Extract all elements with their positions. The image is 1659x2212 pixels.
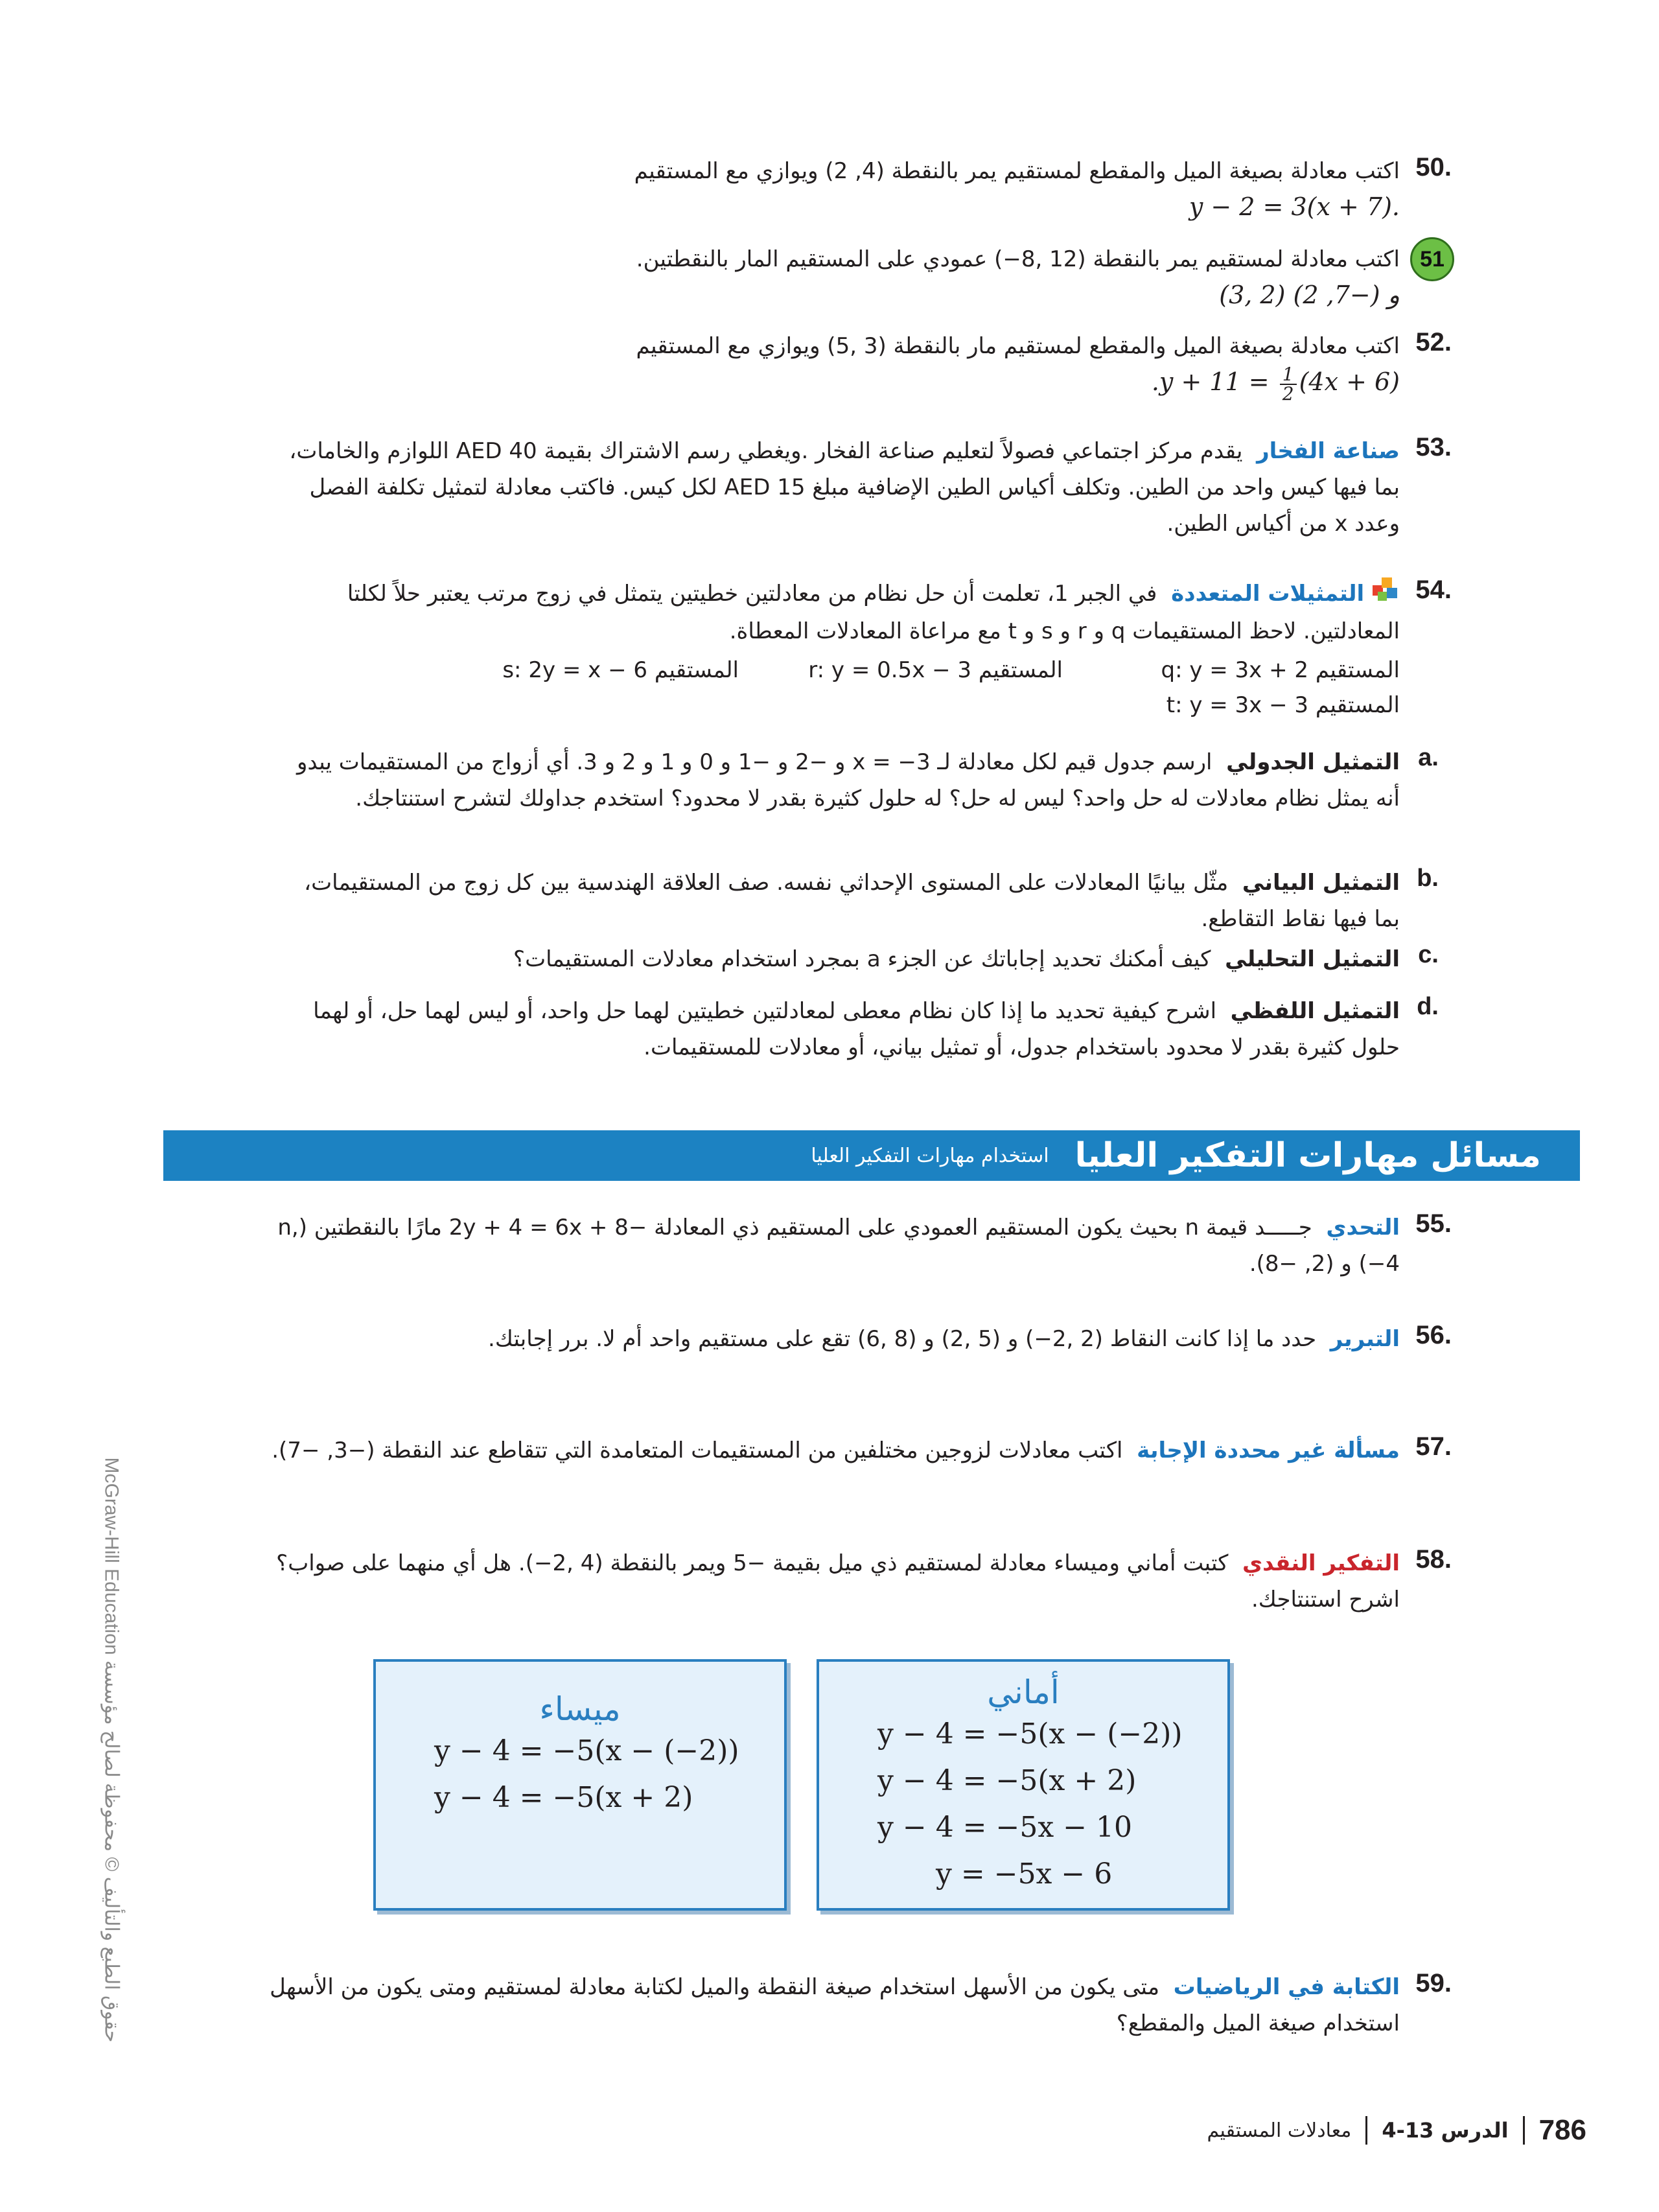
exercise-number: 52. — [1415, 328, 1452, 356]
page-number: 786 — [1538, 2114, 1586, 2146]
part-text: ارسم جدول قيم لكل معادلة لـ x = −3 و −2 و −1 و 0 و 1 و 2 و 3. أي أزواج من المستقيمات يبدو أنه يمثل نظام معادلات له حل واحد؟ ليس له حل؟ له حلول كثيرة بقدر لا محدود؟ استخدم جداولك لتشرح استنتاجك. — [296, 749, 1400, 811]
exercise-equation: y − 2 = 3(x + 7). — [1189, 192, 1400, 221]
part-letter: b. — [1417, 865, 1439, 892]
part-c — [285, 941, 1439, 977]
exercise-number: 56. — [1415, 1321, 1452, 1349]
line-t: المستقيم t: y = 3x − 3 — [1166, 692, 1400, 718]
exercise-55 — [259, 1209, 1452, 1282]
exercise-label: الكتابة في الرياضيات — [1173, 1974, 1400, 2000]
exercise-label: مسألة غير محددة الإجابة — [1137, 1438, 1400, 1463]
part-text: مثّل بيانيًا المعادلات على المستوى الإحداثي نفسه. صف العلاقة الهندسية بين كل زوج من المستقيمات، بما فيها نقاط التقاطع. — [304, 870, 1400, 932]
line-q: المستقيم q: y = 3x + 2 — [1161, 657, 1400, 683]
exercise-59 — [259, 1969, 1452, 2042]
exercise-58 — [259, 1545, 1452, 1618]
exercise-text: حدد ما إذا كانت النقاط (2 ,2−) و (5 ,2) و (8 ,6) تقع على مستقيم واحد أم لا. برر إجابتك. — [488, 1326, 1317, 1352]
section-subtitle: استخدام مهارات التفكير العليا — [811, 1144, 1049, 1167]
work-line: y − 4 = −5x − 10 — [877, 1811, 1133, 1844]
work-line: y = −5x − 6 — [936, 1857, 1113, 1891]
exercise-text: اكتب معادلة بصيغة الميل والمقطع لمستقيم يمر بالنقطة (4, 2) ويوازي مع المستقيم — [634, 158, 1400, 184]
exercise-52 — [259, 328, 1452, 404]
exercise-text: جـــــد قيمة n بحيث يكون المستقيم العمودي على المستقيم ذي المعادلة −2y + 4 = 6x + 8 مارًا بالنقطتين (n, −4) و (2, −8). — [277, 1215, 1400, 1277]
work-line: y − 4 = −5(x + 2) — [434, 1781, 693, 1814]
exercise-label: التفكير النقدي — [1242, 1550, 1400, 1576]
exercise-50 — [259, 153, 1452, 224]
exercise-number: 53. — [1415, 433, 1452, 461]
line-equations — [259, 657, 1400, 728]
exercise-text: اكتب معادلة لمستقيم يمر بالنقطة (12 ,8−) عمودي على المستقيم المار بالنقطتين. — [636, 246, 1400, 272]
exercise-text: كتبت أماني وميساء معادلة لمستقيم ذي ميل بقيمة −5 ويمر بالنقطة (4 ,2−). هل أي منهما على صواب؟ اشرح استنتاجك. — [276, 1550, 1400, 1612]
exercise-57 — [259, 1432, 1452, 1469]
exercise-54 — [259, 576, 1452, 728]
exercise-equation: (3, 2) و (−7, 2) — [1219, 281, 1400, 309]
equation-right: (4x + 6) — [1299, 367, 1400, 396]
exercise-56 — [259, 1321, 1452, 1357]
exercise-number-badge: 51 — [1410, 237, 1454, 281]
exercise-equation — [259, 364, 1400, 403]
page-footer — [1207, 2114, 1586, 2147]
exercise-number: 57. — [1415, 1432, 1452, 1461]
part-label: التمثيل التحليلي — [1225, 946, 1400, 972]
exercise-text: متى يكون من الأسهل استخدام صيغة النقطة والميل لكتابة معادلة لمستقيم ومتى يكون من الأسهل استخدام صيغة الميل والمقطع؟ — [270, 1974, 1400, 2036]
work-line: y − 4 = −5(x − (−2)) — [877, 1717, 1183, 1751]
lesson-title: معادلات المستقيم — [1207, 2119, 1352, 2142]
fraction — [1280, 363, 1297, 404]
part-label: التمثيل اللفظي — [1230, 998, 1400, 1024]
lesson-number: الدرس 13-4 — [1382, 2118, 1509, 2143]
fraction-numerator: 1 — [1280, 366, 1297, 385]
part-letter: a. — [1418, 744, 1439, 771]
part-letter: c. — [1418, 941, 1439, 968]
exercise-label: التمثيلات المتعددة — [1171, 581, 1365, 607]
exercise-text: يقدم مركز اجتماعي فصولاً لتعليم صناعة الفخار .ويغطي رسم الاشتراك بقيمة AED 40 اللوازم والخامات، بما فيها كيس واحد من الطين. وتكلف أكياس الطين الإضافية مبلغ AED 15 لكل كيس. فاكتب معادلة لتمثيل تكلفة الفصل وعدد x من أكياس الطين. — [289, 438, 1400, 537]
part-b — [285, 865, 1439, 937]
copyright-text: حقوق الطبع والتأليف © محفوظة لصالح مؤسسة McGraw-Hill Education — [100, 1457, 122, 2043]
line-s: المستقيم s: 2y = x − 6 — [502, 657, 739, 683]
exercise-label: صناعة الفخار — [1257, 438, 1400, 464]
part-text: اشرح كيفية تحديد ما إذا كان نظام معطى لمعادلتين خطيتين لهما حل واحد، أو ليس لهما حل، أو لهما حلول كثيرة بقدر لا محدود باستخدام جدول، أو تمثيل بياني، أو معادلات للمستقيمات. — [313, 998, 1400, 1060]
fraction-denominator: 2 — [1282, 382, 1294, 404]
part-a — [285, 744, 1439, 817]
exercise-label: التحدي — [1326, 1215, 1400, 1240]
exercise-53 — [259, 433, 1452, 542]
part-letter: d. — [1417, 993, 1439, 1020]
exercise-number: 55. — [1415, 1209, 1452, 1238]
multiple-representations-icon — [1371, 576, 1400, 613]
exercise-number: 58. — [1415, 1545, 1452, 1574]
exercise-number: 59. — [1415, 1969, 1452, 1997]
copyright-sidebar — [97, 1426, 126, 2074]
student-name: ميساء — [539, 1690, 621, 1728]
amani-work-box — [817, 1659, 1230, 1911]
footer-divider — [1365, 2116, 1367, 2145]
work-line: y − 4 = −5(x + 2) — [877, 1764, 1137, 1797]
footer-divider — [1523, 2116, 1525, 2145]
section-header-band — [163, 1130, 1580, 1181]
section-title: مسائل مهارات التفكير العليا — [1074, 1136, 1541, 1175]
exercise-text: اكتب معادلات لزوجين مختلفين من المستقيمات المتعامدة التي تتقاطع عند النقطة (−3, −7). — [272, 1438, 1123, 1463]
exercise-text: اكتب معادلة بصيغة الميل والمقطع لمستقيم مار بالنقطة (3 ,5) ويوازي مع المستقيم — [636, 333, 1400, 359]
exercise-number: 54. — [1415, 576, 1452, 604]
student-name: أماني — [987, 1673, 1060, 1711]
line-r: المستقيم r: y = 0.5x − 3 — [808, 657, 1063, 683]
work-line: y − 4 = −5(x − (−2)) — [434, 1734, 739, 1767]
exercise-51 — [259, 241, 1444, 312]
equation-left: .y + 11 = — [1151, 367, 1277, 396]
part-label: التمثيل البياني — [1242, 870, 1400, 896]
exercise-text: في الجبر 1، تعلمت أن حل نظام من معادلتين خطيتين يتمثل في زوج مرتب يعتبر حلاً لكلتا المعادلتين. لاحظ المستقيمات q و r و s و t مع مراعاة المعادلات المعطاة. — [347, 581, 1400, 644]
exercise-number: 50. — [1415, 153, 1452, 181]
exercise-label: التبرير — [1330, 1326, 1400, 1352]
part-label: التمثيل الجدولي — [1226, 749, 1400, 775]
part-text: كيف أمكنك تحديد إجاباتك عن الجزء a بمجرد استخدام معادلات المستقيمات؟ — [513, 946, 1211, 972]
part-d — [285, 993, 1439, 1065]
maysaa-work-box — [373, 1659, 787, 1911]
